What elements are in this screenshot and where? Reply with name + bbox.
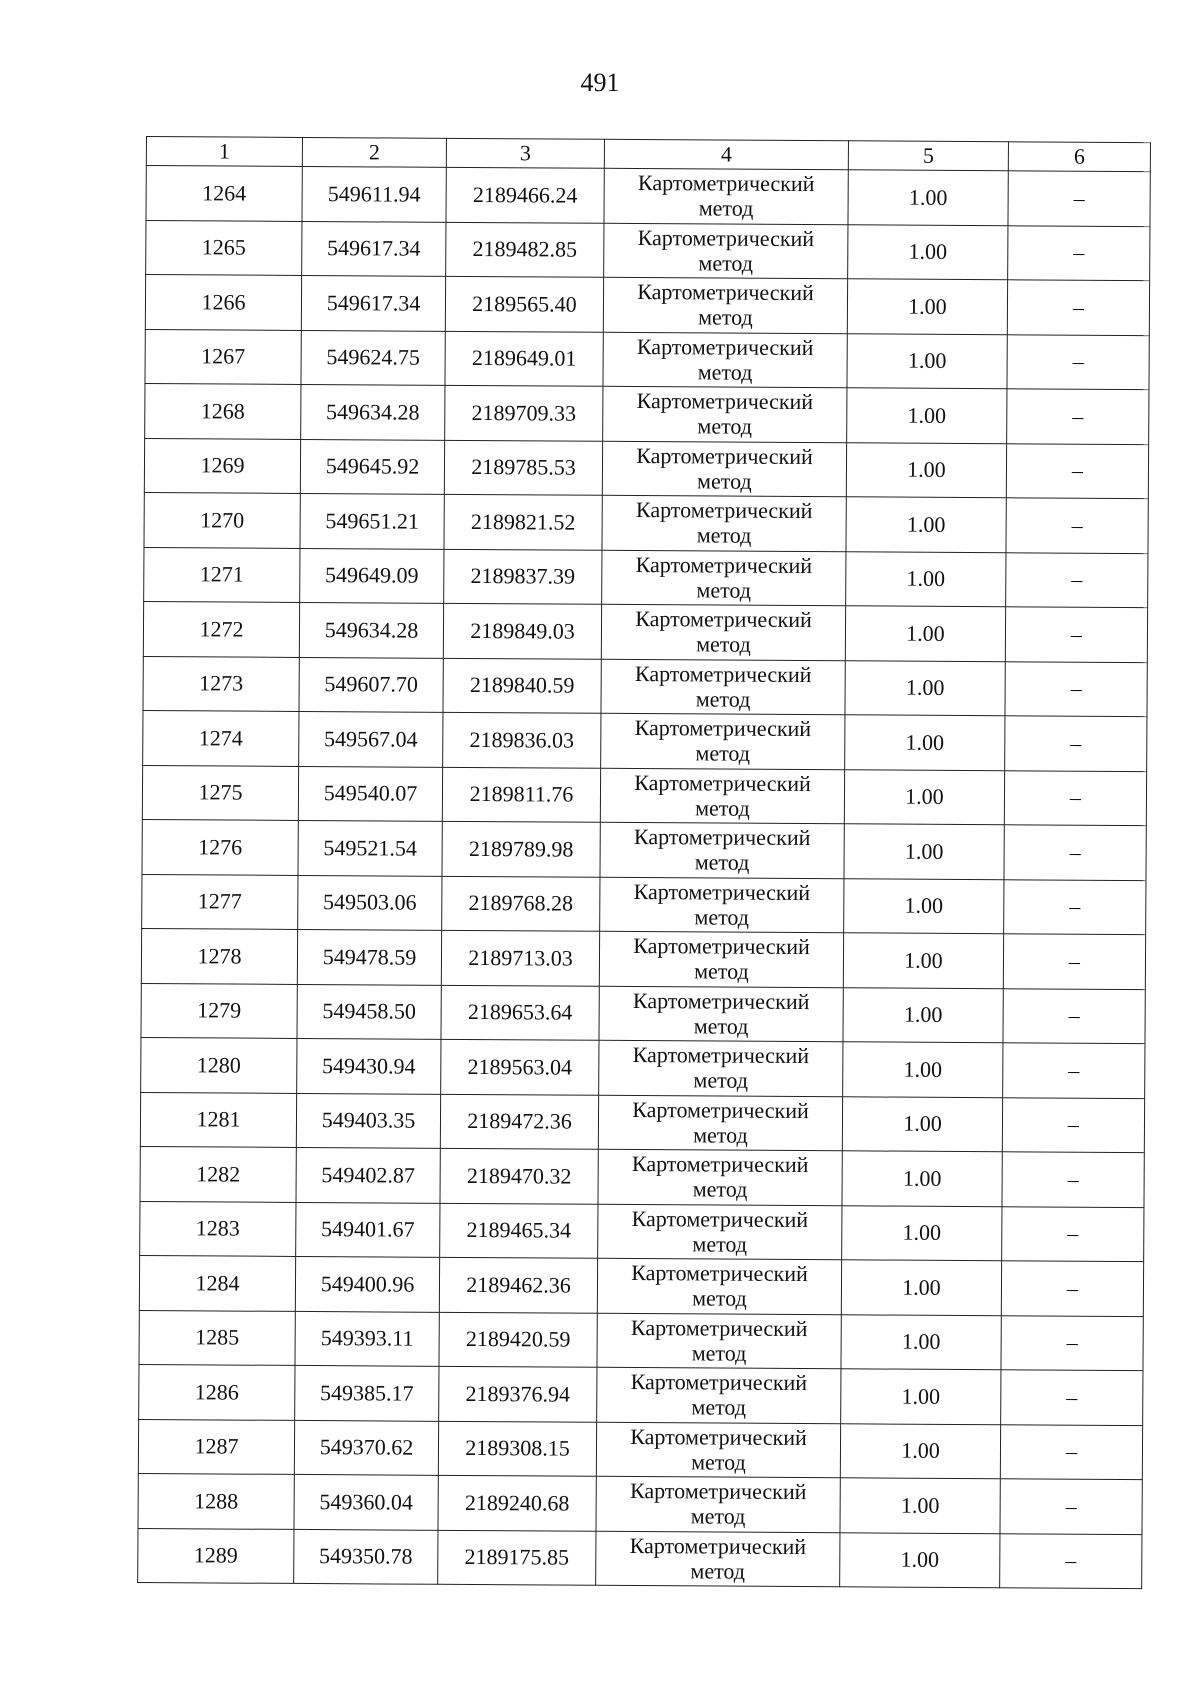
accuracy-cell: 1.00 <box>840 1423 1000 1478</box>
column-header-2: 2 <box>302 137 446 167</box>
point-number-cell: 1267 <box>145 329 301 384</box>
method-text-line-1: Картометрический <box>630 1423 807 1450</box>
y-coordinate-cell: 2189849.03 <box>443 603 601 658</box>
y-coordinate-cell: 2189240.68 <box>438 1475 596 1530</box>
table-row <box>144 438 1148 499</box>
method-text-line-2: метод <box>694 849 750 875</box>
point-number-cell: 1284 <box>139 1255 295 1310</box>
method-cell <box>599 1040 843 1096</box>
method-cell <box>597 1258 841 1314</box>
page-number: 491 <box>580 68 620 97</box>
accuracy-cell: 1.00 <box>848 224 1008 279</box>
y-coordinate-cell: 2189836.03 <box>443 712 601 767</box>
description-cell: – <box>1008 225 1150 280</box>
accuracy-cell: 1.00 <box>847 333 1007 388</box>
y-coordinate-cell: 2189465.34 <box>440 1203 598 1258</box>
method-cell <box>603 386 847 442</box>
point-number-cell: 1285 <box>139 1310 295 1365</box>
description-cell: – <box>1003 1043 1145 1098</box>
method-text-line-1: Картометрический <box>633 933 810 960</box>
description-cell: – <box>1001 1315 1143 1370</box>
point-number-cell: 1271 <box>144 547 300 602</box>
description-cell: – <box>1006 552 1148 607</box>
method-text-line-1: Картометрический <box>632 1096 809 1123</box>
point-number-cell: 1280 <box>141 1037 297 1092</box>
table-row <box>143 656 1147 717</box>
method-cell <box>598 1204 842 1260</box>
description-cell: – <box>1001 1261 1143 1316</box>
point-number-cell: 1278 <box>141 928 297 983</box>
accuracy-cell: 1.00 <box>848 170 1008 225</box>
method-text-line-2: метод <box>694 958 749 984</box>
point-number-cell: 1272 <box>143 601 299 656</box>
method-text-line-2: метод <box>693 1013 749 1039</box>
table-row <box>146 166 1150 227</box>
x-coordinate-cell: 549649.09 <box>300 548 444 603</box>
point-number-cell: 1277 <box>142 874 298 929</box>
accuracy-cell: 1.00 <box>842 1096 1002 1151</box>
accuracy-cell: 1.00 <box>845 606 1005 661</box>
description-cell: – <box>1004 825 1146 880</box>
x-coordinate-cell: 549624.75 <box>301 330 445 385</box>
x-coordinate-cell: 549350.78 <box>294 1529 438 1584</box>
y-coordinate-cell: 2189837.39 <box>444 549 602 604</box>
x-coordinate-cell: 549607.70 <box>299 657 443 712</box>
table-body <box>138 166 1151 1589</box>
point-number-cell: 1282 <box>140 1146 296 1201</box>
accuracy-cell: 1.00 <box>840 1532 1000 1587</box>
accuracy-cell: 1.00 <box>840 1478 1000 1533</box>
method-text-line-1: Картометрический <box>632 1042 810 1069</box>
method-cell <box>599 931 843 987</box>
accuracy-cell: 1.00 <box>843 933 1003 988</box>
table-row <box>141 928 1145 989</box>
y-coordinate-cell: 2189840.59 <box>443 658 601 713</box>
method-cell <box>601 713 845 769</box>
method-cell <box>603 332 847 388</box>
column-header-1: 1 <box>146 137 302 167</box>
table-row <box>141 983 1145 1044</box>
method-cell <box>604 168 848 224</box>
table-row <box>144 547 1148 608</box>
method-text-line-2: метод <box>697 359 753 385</box>
method-text-line-1: Картометрический <box>634 769 811 796</box>
table-row <box>145 329 1149 390</box>
method-text-line-2: метод <box>691 1449 746 1475</box>
accuracy-cell: 1.00 <box>845 715 1005 770</box>
method-cell <box>601 659 845 715</box>
method-text-line-1: Картометрический <box>633 878 811 905</box>
method-text-line-2: метод <box>695 686 751 712</box>
column-header-5: 5 <box>848 141 1008 171</box>
x-coordinate-cell: 549634.28 <box>299 602 443 657</box>
x-coordinate-cell: 549403.35 <box>296 1093 440 1148</box>
method-text-line-1: Картометрический <box>631 1260 808 1287</box>
table-row <box>143 710 1147 771</box>
method-text-line-2: метод <box>698 250 754 276</box>
method-text-line-1: Картометрический <box>630 1369 808 1396</box>
table-row <box>142 874 1146 935</box>
y-coordinate-cell: 2189376.94 <box>439 1366 597 1421</box>
accuracy-cell: 1.00 <box>847 279 1007 334</box>
method-text-line-2: метод <box>691 1394 747 1420</box>
accuracy-cell: 1.00 <box>846 497 1006 552</box>
accuracy-cell: 1.00 <box>844 769 1004 824</box>
description-cell: – <box>1006 443 1148 498</box>
y-coordinate-cell: 2189563.04 <box>441 1039 599 1094</box>
accuracy-cell: 1.00 <box>843 987 1003 1042</box>
accuracy-cell: 1.00 <box>843 1042 1003 1097</box>
description-cell: – <box>1003 988 1145 1043</box>
method-text-line-1: Картометрический <box>635 497 813 524</box>
y-coordinate-cell: 2189472.36 <box>440 1094 598 1149</box>
table-row <box>142 765 1146 826</box>
x-coordinate-cell: 549458.50 <box>297 984 441 1039</box>
x-coordinate-cell: 549645.92 <box>300 439 444 494</box>
method-text-line-2: метод <box>693 1067 749 1093</box>
y-coordinate-cell: 2189466.24 <box>446 167 604 222</box>
method-text-line-1: Картометрический <box>636 333 814 360</box>
y-coordinate-cell: 2189709.33 <box>445 385 603 440</box>
x-coordinate-cell: 549402.87 <box>296 1147 440 1202</box>
method-text-line-2: метод <box>698 195 754 221</box>
point-number-cell: 1274 <box>143 710 299 765</box>
x-coordinate-cell: 549393.11 <box>295 1311 439 1366</box>
y-coordinate-cell: 2189565.40 <box>445 276 603 331</box>
table-row <box>142 819 1146 880</box>
method-text-line-1: Картометрический <box>636 442 813 469</box>
point-number-cell: 1264 <box>146 166 302 221</box>
column-header-6: 6 <box>1008 142 1150 172</box>
accuracy-cell: 1.00 <box>845 660 1005 715</box>
column-header-4: 4 <box>604 139 848 169</box>
x-coordinate-cell: 549360.04 <box>294 1474 438 1529</box>
method-text-line-1: Картометрический <box>631 1205 809 1232</box>
method-cell <box>598 1149 842 1205</box>
y-coordinate-cell: 2189789.98 <box>442 821 600 876</box>
method-text-line-1: Картометрический <box>637 170 815 197</box>
accuracy-cell: 1.00 <box>841 1369 1001 1424</box>
method-text-line-1: Картометрический <box>630 1314 808 1341</box>
point-number-cell: 1269 <box>144 438 300 493</box>
description-cell: – <box>1007 389 1149 444</box>
method-text-line-2: метод <box>696 577 752 603</box>
accuracy-cell: 1.00 <box>842 1151 1002 1206</box>
y-coordinate-cell: 2189821.52 <box>444 494 602 549</box>
x-coordinate-cell: 549400.96 <box>295 1256 439 1311</box>
description-cell: – <box>1000 1424 1142 1479</box>
point-number-cell: 1279 <box>141 983 297 1038</box>
y-coordinate-cell: 2189482.85 <box>446 222 604 277</box>
point-number-cell: 1287 <box>138 1419 294 1474</box>
accuracy-cell: 1.00 <box>841 1260 1001 1315</box>
method-text-line-2: метод <box>697 468 752 494</box>
point-number-cell: 1273 <box>143 656 299 711</box>
method-text-line-2: метод <box>690 1503 746 1529</box>
method-text-line-1: Картометрический <box>631 1151 809 1178</box>
method-text-line-2: метод <box>695 740 751 766</box>
table-row <box>140 1201 1144 1262</box>
coordinates-table <box>137 136 1151 1589</box>
method-text-line-2: метод <box>693 1122 748 1148</box>
accuracy-cell: 1.00 <box>844 878 1004 933</box>
y-coordinate-cell: 2189420.59 <box>439 1312 597 1367</box>
point-number-cell: 1283 <box>140 1201 296 1256</box>
point-number-cell: 1266 <box>145 275 301 330</box>
x-coordinate-cell: 549611.94 <box>302 166 446 221</box>
x-coordinate-cell: 549617.34 <box>302 221 446 276</box>
x-coordinate-cell: 549634.28 <box>301 384 445 439</box>
method-cell <box>596 1531 840 1587</box>
accuracy-cell: 1.00 <box>847 388 1007 443</box>
method-text-line-1: Картометрический <box>635 606 812 633</box>
method-cell <box>602 550 846 606</box>
accuracy-cell: 1.00 <box>842 1205 1002 1260</box>
method-text-line-2: метод <box>692 1285 747 1311</box>
method-text-line-1: Картометрический <box>637 279 814 306</box>
description-cell: – <box>1007 334 1149 389</box>
method-cell <box>599 986 843 1042</box>
description-cell: – <box>1005 661 1147 716</box>
method-cell <box>600 822 844 878</box>
method-text-line-1: Картометрический <box>634 715 812 742</box>
point-number-cell: 1275 <box>142 765 298 820</box>
method-text-line-2: метод <box>694 904 750 930</box>
x-coordinate-cell: 549430.94 <box>297 1038 441 1093</box>
description-cell: – <box>1002 1152 1144 1207</box>
method-text-line-1: Картометрический <box>637 224 815 251</box>
y-coordinate-cell: 2189785.53 <box>444 440 602 495</box>
method-text-line-1: Картометрический <box>636 388 814 415</box>
point-number-cell: 1286 <box>139 1364 295 1419</box>
method-text-line-2: метод <box>691 1340 747 1366</box>
method-text-line-1: Картометрический <box>635 551 813 578</box>
method-text-line-1: Картометрический <box>629 1478 807 1505</box>
table-row <box>140 1092 1144 1153</box>
description-cell: – <box>1002 1097 1144 1152</box>
table-row <box>138 1419 1142 1480</box>
method-text-line-1: Картометрический <box>633 824 811 851</box>
y-coordinate-cell: 2189462.36 <box>439 1257 597 1312</box>
method-cell <box>598 1095 842 1151</box>
table-row <box>138 1528 1142 1589</box>
method-cell <box>600 877 844 933</box>
method-cell <box>596 1422 840 1478</box>
description-cell: – <box>1007 280 1149 335</box>
table-row <box>145 383 1149 444</box>
x-coordinate-cell: 549478.59 <box>297 929 441 984</box>
table-row <box>145 275 1149 336</box>
y-coordinate-cell: 2189470.32 <box>440 1148 598 1203</box>
point-number-cell: 1276 <box>142 819 298 874</box>
y-coordinate-cell: 2189175.85 <box>438 1530 596 1585</box>
table-row <box>138 1473 1142 1534</box>
table-row <box>139 1310 1143 1371</box>
description-cell: – <box>1008 171 1150 226</box>
x-coordinate-cell: 549567.04 <box>299 711 443 766</box>
method-text-line-2: метод <box>695 795 750 821</box>
x-coordinate-cell: 549540.07 <box>298 766 442 821</box>
y-coordinate-cell: 2189713.03 <box>441 930 599 985</box>
description-cell: – <box>1006 498 1148 553</box>
accuracy-cell: 1.00 <box>846 551 1006 606</box>
table-row <box>139 1364 1143 1425</box>
method-text-line-2: метод <box>696 631 751 657</box>
method-cell <box>597 1367 841 1423</box>
point-number-cell: 1289 <box>138 1528 294 1583</box>
method-text-line-1: Картометрический <box>629 1532 807 1559</box>
y-coordinate-cell: 2189649.01 <box>445 331 603 386</box>
description-cell: – <box>1004 770 1146 825</box>
column-header-3: 3 <box>446 138 604 168</box>
description-cell: – <box>1005 607 1147 662</box>
table-row <box>140 1146 1144 1207</box>
method-cell <box>603 277 847 333</box>
table-row <box>144 492 1148 553</box>
method-text-line-2: метод <box>690 1558 746 1584</box>
method-cell <box>602 495 846 551</box>
method-cell <box>604 223 848 279</box>
accuracy-cell: 1.00 <box>846 442 1006 497</box>
y-coordinate-cell: 2189768.28 <box>442 876 600 931</box>
accuracy-cell: 1.00 <box>841 1314 1001 1369</box>
table-row <box>141 1037 1145 1098</box>
table-row <box>146 220 1150 281</box>
method-cell <box>596 1476 840 1532</box>
description-cell: – <box>1001 1370 1143 1425</box>
description-cell: – <box>1000 1533 1142 1588</box>
x-coordinate-cell: 549401.67 <box>296 1202 440 1257</box>
method-text-line-1: Картометрический <box>632 987 810 1014</box>
x-coordinate-cell: 549521.54 <box>298 820 442 875</box>
point-number-cell: 1265 <box>146 220 302 275</box>
x-coordinate-cell: 549370.62 <box>294 1420 438 1475</box>
point-number-cell: 1288 <box>138 1473 294 1528</box>
y-coordinate-cell: 2189653.64 <box>441 985 599 1040</box>
x-coordinate-cell: 549651.21 <box>300 493 444 548</box>
method-text-line-1: Картометрический <box>634 660 812 687</box>
accuracy-cell: 1.00 <box>844 824 1004 879</box>
method-cell <box>597 1313 841 1369</box>
x-coordinate-cell: 549385.17 <box>295 1365 439 1420</box>
description-cell: – <box>1004 879 1146 934</box>
y-coordinate-cell: 2189308.15 <box>438 1421 596 1476</box>
point-number-cell: 1270 <box>144 492 300 547</box>
method-text-line-2: метод <box>698 304 753 330</box>
x-coordinate-cell: 549503.06 <box>298 875 442 930</box>
table-row <box>139 1255 1143 1316</box>
method-text-line-2: метод <box>692 1176 748 1202</box>
method-text-line-2: метод <box>697 413 753 439</box>
description-cell: – <box>1003 934 1145 989</box>
description-cell: – <box>1005 716 1147 771</box>
point-number-cell: 1281 <box>140 1092 296 1147</box>
method-cell <box>602 441 846 497</box>
method-text-line-2: метод <box>696 522 752 548</box>
table-row <box>143 601 1147 662</box>
description-cell: – <box>1000 1479 1142 1534</box>
method-text-line-2: метод <box>692 1231 748 1257</box>
x-coordinate-cell: 549617.34 <box>301 275 445 330</box>
y-coordinate-cell: 2189811.76 <box>442 767 600 822</box>
method-cell <box>601 604 845 660</box>
point-number-cell: 1268 <box>145 383 301 438</box>
description-cell: – <box>1002 1206 1144 1261</box>
method-cell <box>600 768 844 824</box>
